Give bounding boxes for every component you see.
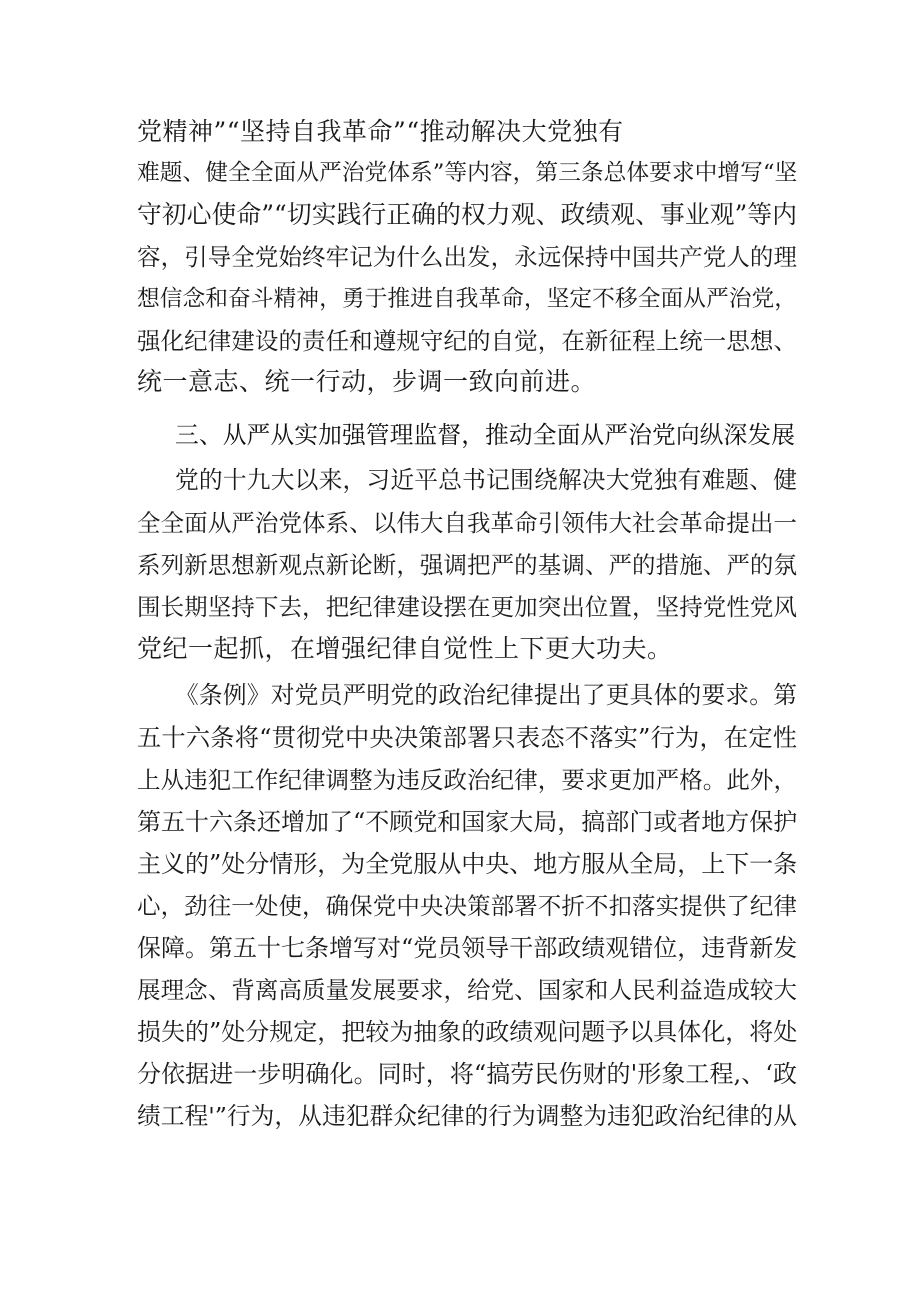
paragraph-line: 系列新思想新观点新论断，强调把严的基调、严的措施、严的氛	[137, 551, 797, 579]
paragraph-line: 主义的”处分情形，为全党服从中央、地方服从全局，上下一条	[137, 850, 798, 878]
paragraph-line: 保障。第五十七条增写对“党员领导干部政绩观错位，违背新发	[137, 934, 798, 962]
paragraph-line: 党的十九大以来，习近平总书记围绕解决大党独有难题、健	[175, 466, 797, 494]
paragraph-line: 绩工程'”行为，从违犯群众纪律的行为调整为违犯政治纪律的从	[137, 1102, 797, 1130]
paragraph-line: 心，劲往一处使，确保党中央决策部署不折不扣落实提供了纪律	[137, 892, 797, 920]
paragraph-line: 分依据进一步明确化。同时，将“搞劳民伤财的'形象工程,、‘政	[137, 1060, 797, 1088]
paragraph-line: 党纪一起抓，在增强纪律自觉性上下更大功夫。	[137, 634, 673, 663]
paragraph-line: 展理念、背离高质量发展要求，给党、国家和人民利益造成较大	[137, 976, 797, 1004]
paragraph-line: 强化纪律建设的责任和遵规守纪的自觉，在新征程上统一思想、	[137, 327, 797, 355]
paragraph-line: 围长期坚持下去，把纪律建设摆在更加突出位置，坚持党性党风	[137, 593, 797, 621]
paragraph-line: 难题、健全全面从严治党体系”等内容，第三条总体要求中增写“坚	[137, 160, 798, 186]
paragraph-line: 损失的”处分规定，把较为抽象的政绩观问题予以具体化，将处	[137, 1018, 798, 1046]
paragraph-line: 全全面从严治党体系、以伟大自我革命引领伟大社会革命提出一	[137, 509, 797, 537]
paragraph-line: 党精神”“坚持自我革命”“推动解决大党独有	[137, 117, 624, 146]
paragraph-line: 守初心使命”“切实践行正确的权力观、政绩观、事业观”等内	[137, 200, 797, 229]
paragraph-line: 第五十六条还增加了“不顾党和国家大局，搞部门或者地方保护	[137, 808, 798, 836]
paragraph-line: 上从违犯工作纪律调整为违反政治纪律，要求更加严格。此外，	[137, 766, 797, 794]
paragraph-line: 容，引导全党始终牢记为什么出发，永远保持中国共产党人的理	[137, 243, 797, 271]
paragraph-line: 想信念和奋斗精神，勇于推进自我革命，坚定不移全面从严治党，	[137, 286, 797, 312]
section-heading: 三、从严从实加强管理监督，推动全面从严治党向纵深发展	[175, 421, 795, 449]
paragraph-line: 五十六条将“贯彻党中央决策部署只表态不落实”行为，在定性	[137, 723, 797, 752]
paragraph-line: 《条例》对党员严明党的政治纪律提出了更具体的要求。第	[175, 681, 797, 709]
paragraph-line: 统一意志、统一行动，步调一致向前进。	[137, 367, 597, 396]
